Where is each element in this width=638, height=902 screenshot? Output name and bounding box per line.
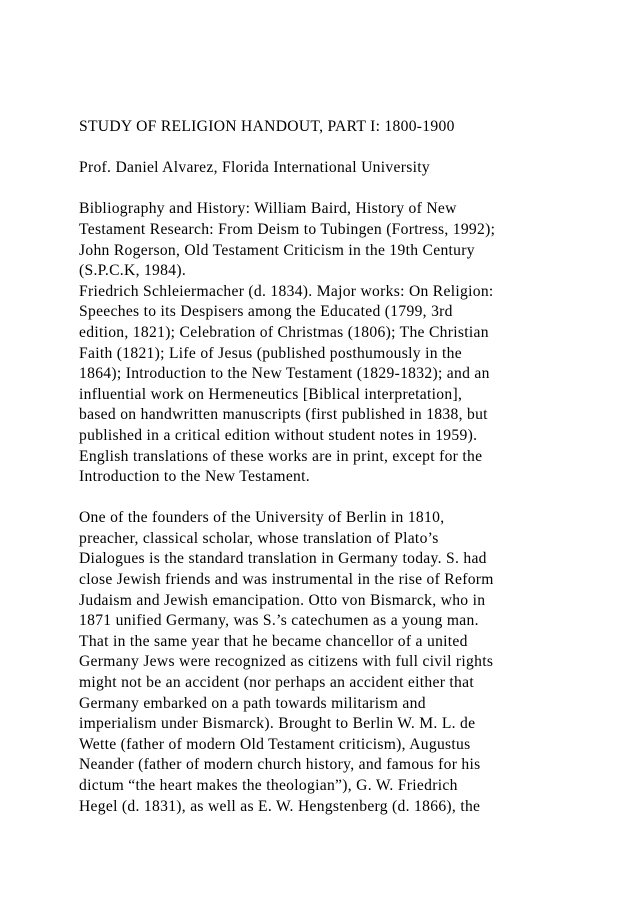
text-line: Germany embarked on a path towards militarism and [79, 694, 426, 712]
text-line: based on handwritten manuscripts (first published in 1838, but [79, 406, 488, 424]
text-line: edition, 1821); Celebration of Christmas (1806); The Christian [79, 323, 489, 341]
text-line: Testament Research: From Deism to Tubingen (Fortress, 1992); [79, 220, 496, 238]
document-title: STUDY OF RELIGION HANDOUT, PART I: 1800-1900 [79, 118, 455, 135]
text-line: Bibliography and History: William Baird, History of New [79, 200, 457, 218]
spacer [79, 488, 559, 509]
spacer [79, 138, 559, 159]
text-line: Hegel (d. 1831), as well as E. W. Hengstenberg (d. 1866), the [79, 797, 481, 815]
spacer [79, 179, 559, 200]
text-line: That in the same year that he became chancellor of a united [79, 632, 468, 650]
text-line: John Rogerson, Old Testament Criticism in the 19th Century [79, 241, 475, 259]
text-line: Dialogues is the standard translation in Germany today. S. had [79, 550, 487, 568]
text-line: Neander (father of modern church history, and famous for his [79, 756, 481, 774]
text-line: (S.P.C.K, 1984). [79, 262, 187, 280]
schleiermacher-paragraph [79, 282, 559, 488]
text-line: might not be an accident (nor perhaps an accident either that [79, 674, 474, 692]
text-line: influential work on Hermeneutics [Biblical interpretation], [79, 385, 463, 403]
text-line: close Jewish friends and was instrumental in the rise of Reform [79, 571, 494, 589]
text-line: Judaism and Jewish emancipation. Otto von Bismarck, who in [79, 591, 486, 609]
berlin-paragraph [79, 508, 559, 817]
text-line: dictum “the heart makes the theologian”), G. W. Friedrich [79, 777, 458, 794]
text-line: Speeches to its Despisers among the Educated (1799, 3rd [79, 303, 453, 321]
bibliography-paragraph [79, 199, 559, 281]
text-line: Faith (1821); Life of Jesus (published posthumously in the [79, 344, 462, 362]
text-line: Wette (father of modern Old Testament criticism), Augustus [79, 735, 471, 753]
text-line: 1871 unified Germany, was S.’s catechumen as a young man. [79, 612, 479, 630]
text-line: English translations of these works are in print, except for the [79, 447, 483, 465]
text-line: imperialism under Bismarck). Brought to Berlin W. M. L. de [79, 715, 476, 733]
document-body [79, 117, 559, 817]
text-line: preacher, classical scholar, whose translation of Plato’s [79, 529, 439, 547]
text-line: Friedrich Schleiermacher (d. 1834). Major works: On Religion: [79, 282, 494, 300]
document-author: Prof. Daniel Alvarez, Florida International University [79, 159, 430, 177]
text-line: Introduction to the New Testament. [79, 468, 310, 486]
text-line: Germany Jews were recognized as citizens with full civil rights [79, 653, 494, 671]
text-line: One of the founders of the University of Berlin in 1810, [79, 509, 445, 527]
text-line: 1864); Introduction to the New Testament (1829-1832); and an [79, 365, 490, 383]
text-line: published in a critical edition without student notes in 1959). [79, 426, 478, 444]
